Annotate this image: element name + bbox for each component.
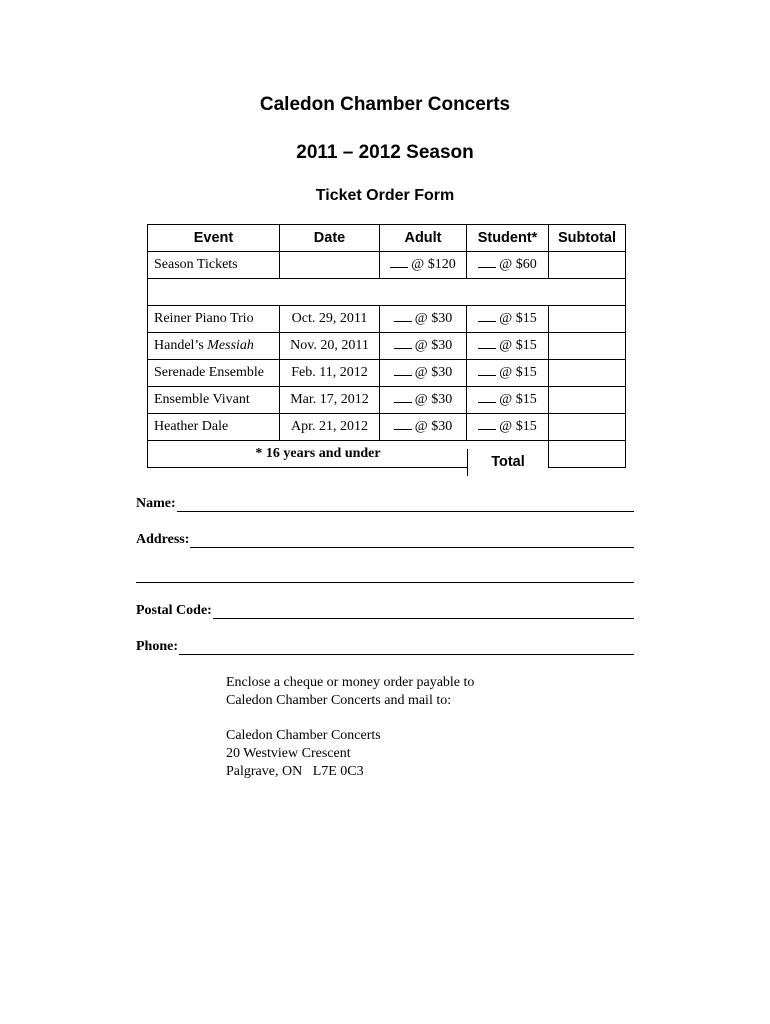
event-name-italic: Messiah xyxy=(207,338,254,353)
quantity-blank[interactable] xyxy=(394,311,412,322)
event-cell xyxy=(148,333,280,360)
total-label: Total xyxy=(467,449,548,476)
quantity-blank[interactable] xyxy=(478,365,496,376)
postal-code-label: Postal Code: xyxy=(136,603,212,618)
student-price: @ $15 xyxy=(499,338,537,353)
event-name: Handel’s xyxy=(154,338,208,353)
table-row xyxy=(148,306,626,333)
date-cell: Nov. 20, 2011 xyxy=(280,333,380,360)
name-label: Name: xyxy=(136,496,176,511)
age-footnote: * 16 years and under xyxy=(148,441,549,468)
adult-price: @ $30 xyxy=(414,392,453,407)
quantity-blank[interactable] xyxy=(478,392,496,403)
address-label: Address: xyxy=(136,532,190,547)
address-line[interactable] xyxy=(190,533,634,548)
instruction-line: Caledon Chamber Concerts and mail to: xyxy=(226,693,452,708)
spacer-cell xyxy=(148,279,626,306)
phone-line[interactable] xyxy=(179,640,634,655)
payment-instructions xyxy=(226,674,474,710)
table-header-row xyxy=(148,225,626,252)
address-line: Palgrave, ON L7E 0C3 xyxy=(226,764,364,779)
student-cell[interactable] xyxy=(467,252,549,279)
subtotal-cell[interactable] xyxy=(549,414,626,441)
quantity-blank[interactable] xyxy=(394,365,412,376)
student-price: @ $15 xyxy=(499,419,537,434)
adult-price: @ $120 xyxy=(411,257,456,272)
event-cell: Serenade Ensemble xyxy=(148,360,280,387)
date-cell: Mar. 17, 2012 xyxy=(280,387,380,414)
event-cell: Reiner Piano Trio xyxy=(148,306,280,333)
date-cell: Feb. 11, 2012 xyxy=(280,360,380,387)
quantity-blank[interactable] xyxy=(478,311,496,322)
quantity-blank[interactable] xyxy=(394,392,412,403)
name-field[interactable] xyxy=(136,496,634,512)
ticket-order-table xyxy=(147,224,626,468)
student-cell[interactable] xyxy=(467,387,549,414)
adult-price: @ $30 xyxy=(414,311,453,326)
table-row xyxy=(148,360,626,387)
date-cell: Apr. 21, 2012 xyxy=(280,414,380,441)
date-cell xyxy=(280,252,380,279)
form-title: Ticket Order Form xyxy=(315,187,455,204)
student-cell[interactable] xyxy=(467,306,549,333)
subtotal-cell[interactable] xyxy=(549,306,626,333)
column-header-adult: Adult xyxy=(380,225,467,252)
student-price: @ $15 xyxy=(499,311,537,326)
name-line[interactable] xyxy=(177,497,634,512)
student-price: @ $15 xyxy=(499,392,537,407)
adult-price: @ $30 xyxy=(414,338,453,353)
table-row xyxy=(148,333,626,360)
postal-code-field[interactable] xyxy=(136,603,634,619)
student-price: @ $15 xyxy=(499,365,537,380)
quantity-blank[interactable] xyxy=(478,419,496,430)
quantity-blank[interactable] xyxy=(390,257,408,268)
address-line-2[interactable] xyxy=(136,582,634,583)
table-row xyxy=(148,414,626,441)
event-cell: Ensemble Vivant xyxy=(148,387,280,414)
student-cell[interactable] xyxy=(467,360,549,387)
subtotal-cell[interactable] xyxy=(549,360,626,387)
mailing-address xyxy=(226,727,381,781)
table-row xyxy=(148,387,626,414)
postal-code-line[interactable] xyxy=(213,604,634,619)
total-cell[interactable] xyxy=(549,441,626,468)
adult-cell[interactable] xyxy=(380,414,467,441)
phone-field[interactable] xyxy=(136,639,634,655)
subtotal-cell[interactable] xyxy=(549,333,626,360)
quantity-blank[interactable] xyxy=(478,257,496,268)
season-title: 2011 – 2012 Season xyxy=(296,142,474,163)
quantity-blank[interactable] xyxy=(478,338,496,349)
event-cell: Season Tickets xyxy=(148,252,280,279)
adult-cell[interactable] xyxy=(380,252,467,279)
phone-label: Phone: xyxy=(136,639,178,654)
student-cell[interactable] xyxy=(467,333,549,360)
student-cell[interactable] xyxy=(467,414,549,441)
adult-cell[interactable] xyxy=(380,333,467,360)
subtotal-cell[interactable] xyxy=(549,387,626,414)
column-header-event: Event xyxy=(148,225,280,252)
student-price: @ $60 xyxy=(499,257,537,272)
address-line: Caledon Chamber Concerts xyxy=(226,728,381,743)
adult-cell[interactable] xyxy=(380,306,467,333)
season-tickets-row xyxy=(148,252,626,279)
adult-cell[interactable] xyxy=(380,360,467,387)
address-field[interactable] xyxy=(136,532,634,548)
instruction-line: Enclose a cheque or money order payable to xyxy=(226,675,475,690)
quantity-blank[interactable] xyxy=(394,338,412,349)
adult-price: @ $30 xyxy=(414,419,453,434)
adult-price: @ $30 xyxy=(414,365,453,380)
spacer-row xyxy=(148,279,626,306)
subtotal-cell[interactable] xyxy=(549,252,626,279)
column-header-student: Student* xyxy=(467,225,549,252)
adult-cell[interactable] xyxy=(380,387,467,414)
column-header-subtotal: Subtotal xyxy=(549,225,626,252)
event-cell: Heather Dale xyxy=(148,414,280,441)
address-line: 20 Westview Crescent xyxy=(226,746,351,761)
table-footer-row xyxy=(148,441,626,468)
date-cell: Oct. 29, 2011 xyxy=(280,306,380,333)
organization-title: Caledon Chamber Concerts xyxy=(259,94,511,115)
column-header-date: Date xyxy=(280,225,380,252)
quantity-blank[interactable] xyxy=(394,419,412,430)
